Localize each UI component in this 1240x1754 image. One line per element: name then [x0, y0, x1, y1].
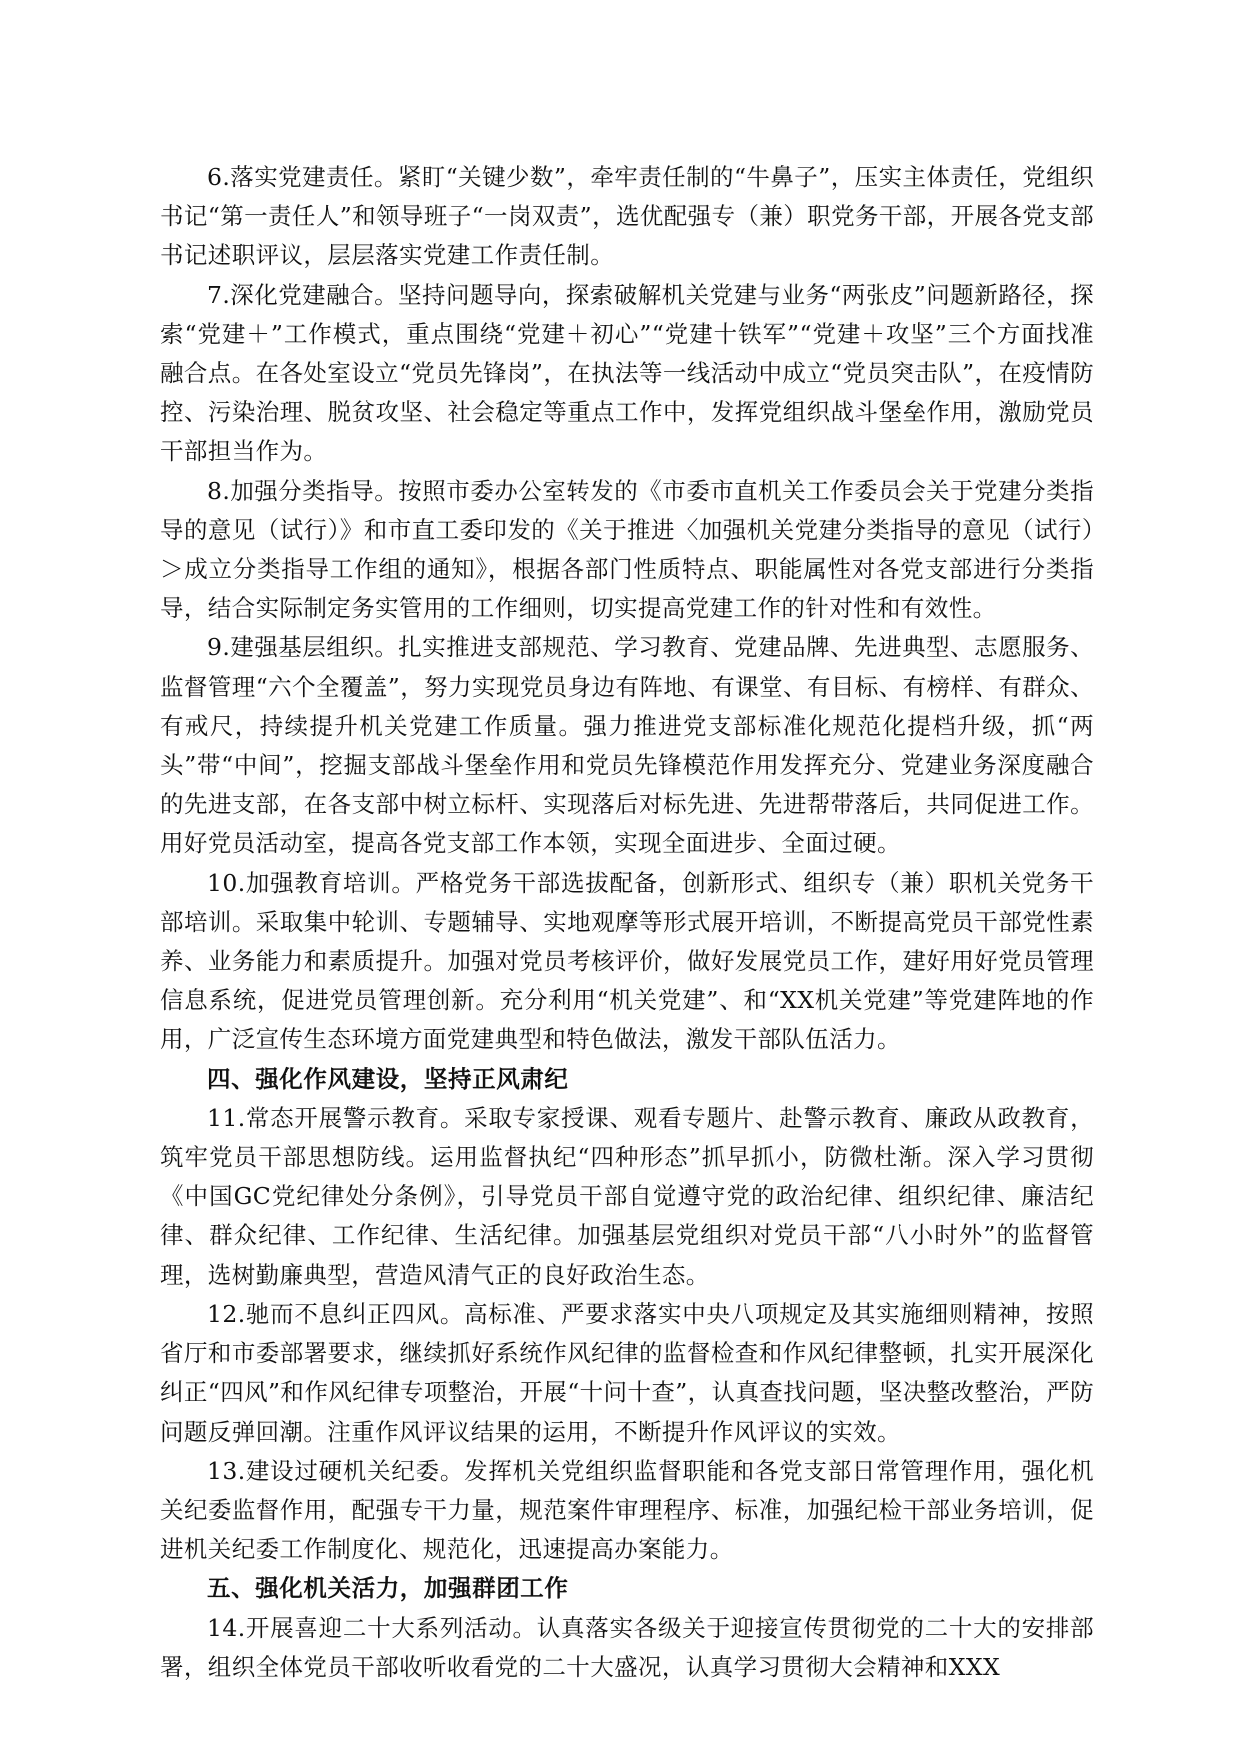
paragraph-item-12: 12.驰而不息纠正四风。高标准、严要求落实中央八项规定及其实施细则精神，按照省厅和市委部署要求，继续抓好系统作风纪律的监督检查和作风纪律整顿，扎实开展深化纠正“四风”和作风纪律专项整治，开展“十问十查”，认真查找问题，坚决整改整治，严防问题反弹回潮。注重作风评议结果的运用，不断提升作风评议的实效。 — [160, 1299, 1094, 1446]
paragraph-item-10: 10.加强教育培训。严格党务干部选拔配备，创新形式、组织专（兼）职机关党务干部培训。采取集中轮训、专题辅导、实地观摩等形式展开培训，不断提高党员干部党性素养、业务能力和素质提升。加强对党员考核评价，做好发展党员工作，建好用好党员管理信息系统，促进党员管理创新。充分利用“机关党建”、和“XX机关党建”等党建阵地的作用，广泛宣传生态环境方面党建典型和特色做法，激发干部队伍活力。 — [160, 868, 1094, 1054]
paragraph-item-6: 6.落实党建责任。紧盯“关键少数”，牵牢责任制的“牛鼻子”，压实主体责任，党组织书记“第一责任人”和领导班子“一岗双责”，选优配强专（兼）职党务干部，开展各党支部书记述职评议，层层落实党建工作责任制。 — [160, 163, 1094, 270]
paragraph-item-11: 11.常态开展警示教育。采取专家授课、观看专题片、赴警示教育、廉政从政教育，筑牢党员干部思想防线。运用监督执纪“四种形态”抓早抓小，防微杜渐。深入学习贯彻《中国GC党纪律处分条例》，引导党员干部自觉遵守党的政治纪律、组织纪律、廉洁纪律、群众纪律、工作纪律、生活纪律。加强基层党组织对党员干部“八小时外”的监督管理，选树勤廉典型，营造风清气正的良好政治生态。 — [160, 1103, 1094, 1289]
paragraph-item-14: 14.开展喜迎二十大系列活动。认真落实各级关于迎接宣传贯彻党的二十大的安排部署，组织全体党员干部收听收看党的二十大盛况，认真学习贯彻大会精神和XXX — [160, 1613, 1094, 1681]
paragraph-item-13: 13.建设过硬机关纪委。发挥机关党组织监督职能和各党支部日常管理作用，强化机关纪委监督作用，配强专干力量，规范案件审理程序、标准，加强纪检干部业务培训，促进机关纪委工作制度化、规范化，迅速提高办案能力。 — [160, 1456, 1094, 1564]
document-page — [160, 158, 1094, 1687]
section-heading-5: 五、强化机关活力，加强群团工作 — [207, 1574, 569, 1603]
section-heading-4: 四、强化作风建设，坚持正风肃纪 — [207, 1064, 569, 1093]
paragraph-item-9: 9.建强基层组织。扎实推进支部规范、学习教育、党建品牌、先进典型、志愿服务、监督管理“六个全覆盖”，努力实现党员身边有阵地、有课堂、有目标、有榜样、有群众、有戒尺，持续提升机关党建工作质量。强力推进党支部标准化规范化提档升级，抓“两头”带“中间”，挖掘支部战斗堡垒作用和党员先锋模范作用发挥充分、党建业务深度融合的先进支部，在各支部中树立标杆、实现落后对标先进、先进帮带落后，共同促进工作。用好党员活动室，提高各党支部工作本领，实现全面进步、全面过硬。 — [160, 633, 1094, 858]
paragraph-item-7: 7.深化党建融合。坚持问题导向，探索破解机关党建与业务“两张皮”问题新路径，探索“党建＋”工作模式，重点围绕“党建＋初心”“党建十铁军”“党建＋攻坚”三个方面找准融合点。在各处室设立“党员先锋岗”，在执法等一线活动中成立“党员突击队”，在疫情防控、污染治理、脱贫攻坚、社会稳定等重点工作中，发挥党组织战斗堡垒作用，激励党员干部担当作为。 — [160, 280, 1094, 466]
paragraph-item-8: 8.加强分类指导。按照市委办公室转发的《市委市直机关工作委员会关于党建分类指导的意见（试行）》和市直工委印发的《关于推进〈加强机关党建分类指导的意见（试行）＞成立分类指导工作组的通知》，根据各部门性质特点、职能属性对各党支部进行分类指导，结合实际制定务实管用的工作细则，切实提高党建工作的针对性和有效性。 — [160, 476, 1094, 623]
